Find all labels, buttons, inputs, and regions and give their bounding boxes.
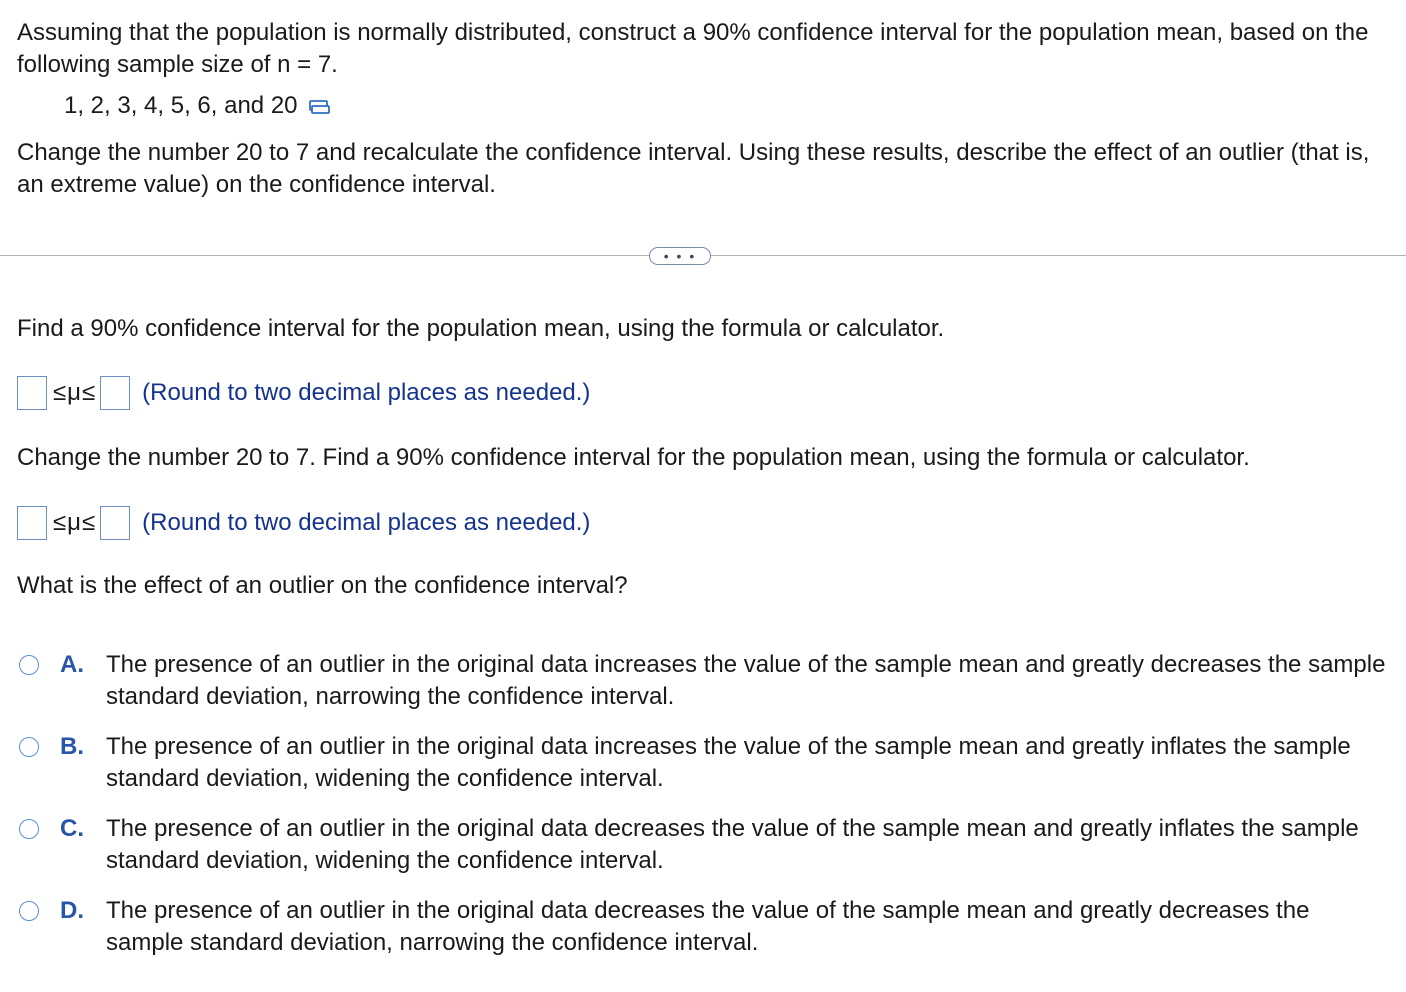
lower-bound-input-2[interactable] <box>17 506 47 540</box>
instruction-text: Change the number 20 to 7 and recalculate the confidence interval. Using these results, describe the effect of an outlier (that is, an extreme value) on the confidence interval. <box>17 139 1370 198</box>
option-letter: B. <box>60 733 84 760</box>
data-values-row <box>64 90 332 122</box>
option-text: The presence of an outlier in the original data increases the value of the sample mean and greatly decreases the sample standard deviation, narrowing the confidence interval. <box>106 651 1386 710</box>
lower-bound-input-1[interactable] <box>17 376 47 410</box>
option-c[interactable] <box>17 813 1387 877</box>
option-letter: C. <box>60 815 84 842</box>
inequality-symbol: ≤μ≤ <box>53 509 97 536</box>
confidence-interval-row-2 <box>17 504 590 542</box>
option-text: The presence of an outlier in the original data decreases the value of the sample mean and greatly decreases the sample standard deviation, narrowing the confidence interval. <box>106 897 1310 956</box>
option-d[interactable] <box>17 895 1387 959</box>
part2-prompt: Change the number 20 to 7. Find a 90% confidence interval for the population mean, using the formula or calculator. <box>17 444 1250 471</box>
option-b[interactable] <box>17 731 1387 795</box>
radio-button[interactable] <box>19 737 39 757</box>
option-text: The presence of an outlier in the original data increases the value of the sample mean and greatly inflates the sample standard deviation, widening the confidence interval. <box>106 733 1351 792</box>
part1-prompt: Find a 90% confidence interval for the population mean, using the formula or calculator. <box>17 315 945 342</box>
option-letter: D. <box>60 897 84 924</box>
rounding-hint: (Round to two decimal places as needed.) <box>142 509 591 536</box>
upper-bound-input-1[interactable] <box>100 376 130 410</box>
rounding-hint: (Round to two decimal places as needed.) <box>142 379 591 406</box>
confidence-interval-row-1 <box>17 374 590 412</box>
copy-icon[interactable] <box>308 95 332 117</box>
question-text: Assuming that the population is normally distributed, construct a 90% confidence interval for the population mean, based on the following sample size of n = 7. <box>17 19 1369 78</box>
option-text: The presence of an outlier in the original data decreases the value of the sample mean and greatly inflates the sample standard deviation, widening the confidence interval. <box>106 815 1359 874</box>
option-letter: A. <box>60 651 84 678</box>
option-a[interactable] <box>17 649 1387 713</box>
data-values: 1, 2, 3, 4, 5, 6, and 20 <box>64 92 298 119</box>
upper-bound-input-2[interactable] <box>100 506 130 540</box>
radio-button[interactable] <box>19 901 39 921</box>
radio-button[interactable] <box>19 819 39 839</box>
radio-button[interactable] <box>19 655 39 675</box>
part3-prompt: What is the effect of an outlier on the confidence interval? <box>17 572 628 599</box>
inequality-symbol: ≤μ≤ <box>53 379 97 406</box>
expand-button[interactable]: • • • <box>649 247 711 265</box>
